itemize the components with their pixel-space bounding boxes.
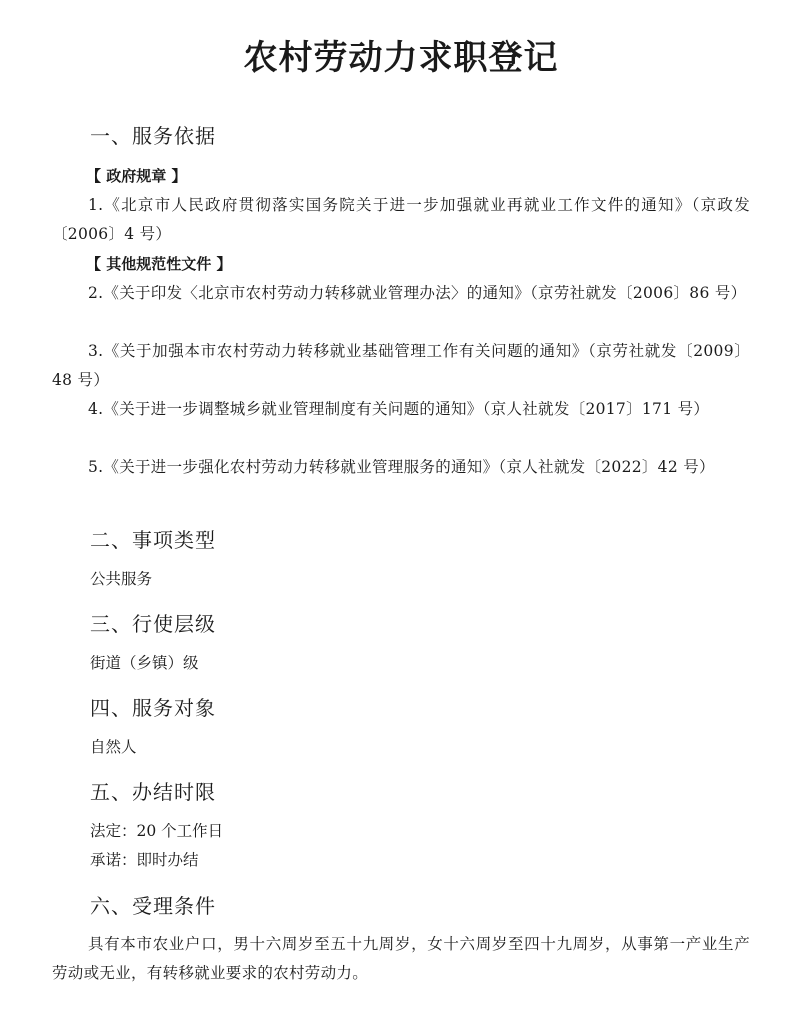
page-title: 农村劳动力求职登记 [243, 38, 559, 78]
section-heading-time-limit: 五、办结时限 [90, 780, 216, 804]
section-heading-service-target: 四、服务对象 [90, 696, 216, 720]
item-type-value: 公共服务 [90, 570, 153, 588]
basis-item-3: 3.《关于加强本市农村劳动力转移就业基础管理工作有关问题的通知》（京劳社就发〔2009〕48 号） [52, 342, 750, 389]
conditions-text: 具有本市农业户口，男十六周岁至五十九周岁，女十六周岁至四十九周岁，从事第一产业生产劳动或无业，有转移就业要求的农村劳动力。 [52, 935, 750, 982]
section-heading-basis: 一、服务依据 [90, 124, 216, 148]
level-value: 街道（乡镇）级 [90, 654, 199, 672]
basis-item-4: 4.《关于进一步调整城乡就业管理制度有关问题的通知》（京人社就发〔2017〕171 号） [88, 400, 710, 418]
label-other-normative-documents: 【 其他规范性文件 】 [86, 255, 232, 273]
basis-item-2: 2.《关于印发〈北京市农村劳动力转移就业管理办法〉的通知》（京劳社就发〔2006〕86 号） [88, 284, 747, 302]
service-target-value: 自然人 [90, 738, 137, 756]
time-limit-statutory: 法定：20 个工作日 [90, 822, 224, 840]
section-heading-conditions: 六、受理条件 [90, 894, 216, 918]
time-limit-promised: 承诺：即时办结 [90, 851, 199, 869]
section-heading-level: 三、行使层级 [90, 612, 216, 636]
section-heading-item-type: 二、事项类型 [90, 528, 216, 552]
basis-item-1: 1.《北京市人民政府贯彻落实国务院关于进一步加强就业再就业工作文件的通知》（京政发〔2006〕4 号） [52, 196, 750, 243]
basis-item-5: 5.《关于进一步强化农村劳动力转移就业管理服务的通知》（京人社就发〔2022〕42 号） [88, 458, 715, 476]
label-government-regulations: 【 政府规章 】 [86, 167, 187, 185]
